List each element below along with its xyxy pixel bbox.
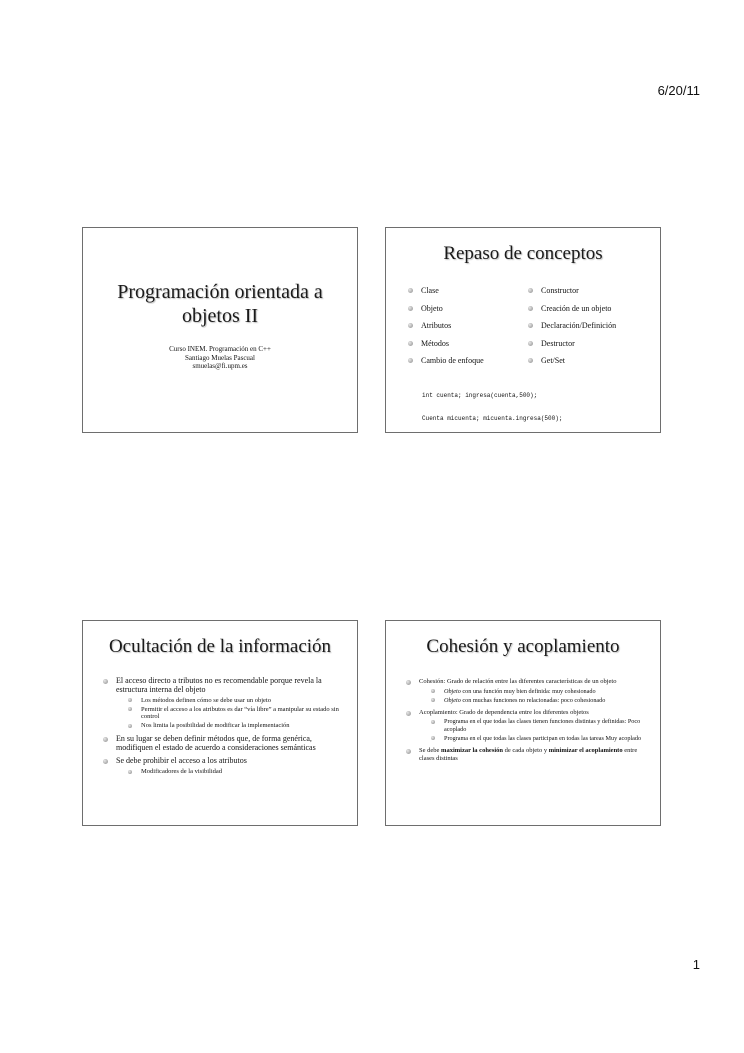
- sub-item-text: con una función muy bien definida: muy cohesionado: [460, 687, 596, 695]
- concept-columns: [408, 286, 650, 374]
- bold-text: minimizar el acoplamiento: [548, 747, 623, 755]
- author-name: Santiago Muelas Pascual: [185, 353, 255, 362]
- list-item: Clase: [408, 286, 528, 295]
- list-item: [103, 757, 345, 775]
- sub-item: Nos limita la posibilidad de modificar la implementación: [128, 722, 345, 729]
- code-line: int cuenta; ingresa(cuenta,500);: [422, 392, 538, 399]
- page-number: 1: [692, 957, 700, 972]
- emphasis: Objeto: [444, 687, 461, 695]
- list-item: [406, 678, 648, 704]
- list-item: [103, 735, 345, 753]
- list-item: Métodos: [408, 339, 528, 348]
- sub-item: Los métodos definen cómo se debe usar un objeto: [128, 697, 345, 704]
- list-item: Get/Set: [528, 356, 648, 365]
- slide-subtitle: [83, 345, 357, 371]
- slide-title: [82, 227, 358, 433]
- bullet-text: Acoplamiento: Grado de dependencia entre los diferentes objetos: [419, 708, 589, 716]
- slide-repaso: [385, 227, 661, 433]
- sub-item-text: con muchas funciones no relacionadas: poco cohesionado: [460, 696, 606, 704]
- header-date: 6/20/11: [657, 83, 700, 98]
- list-item: Cambio de enfoque: [408, 356, 528, 365]
- bullet-list: [103, 677, 345, 780]
- bullet-text: Se debe prohibir el acceso a los atributos: [116, 756, 247, 766]
- slide-cohesion: [385, 620, 661, 826]
- list-item: Declaración/Definición: [528, 321, 648, 330]
- list-item: Atributos: [408, 321, 528, 330]
- bullet-text: Cohesión: Grado de relación entre las diferentes características de un objeto: [419, 678, 617, 685]
- list-item: [103, 677, 345, 730]
- sub-item: [431, 697, 648, 704]
- list-item: [406, 747, 648, 762]
- concept-list-left: [408, 286, 528, 374]
- sub-item: Programa en el que todas las clases tienen funciones distintas y definidas: Poco acoplado: [431, 718, 648, 732]
- slide-heading: Ocultación de la información: [108, 636, 332, 657]
- bullet-text: El acceso directo a tributos no es recomendable porque revela la estructura interna del objeto: [116, 676, 322, 694]
- slide-heading: Repaso de conceptos: [443, 243, 603, 264]
- sub-item: Programa en el que todas las clases participan en todas las tareas Muy acoplado: [431, 735, 648, 742]
- slide-ocultacion: [82, 620, 358, 826]
- bullet-text: En su lugar se deben definir métodos que, de forma genérica, modifiquen el estado de acuerdo a consideraciones semánticas: [116, 733, 316, 752]
- list-item: [406, 709, 648, 742]
- course-name: Curso INEM. Programación en C++: [169, 345, 271, 353]
- slide-title-heading: [83, 280, 357, 328]
- code-line: Cuenta micuenta; micuenta.ingresa(500);: [422, 414, 563, 422]
- list-item: Destructor: [528, 339, 648, 348]
- sub-list: [419, 718, 648, 742]
- bold-text: maximizar la cohesión: [441, 747, 504, 755]
- text-segment: Se debe: [419, 747, 442, 755]
- title-line-2: objetos II: [181, 305, 259, 327]
- sub-item: Modificadores de la visibilidad: [128, 768, 345, 775]
- list-item: Objeto: [408, 304, 528, 313]
- concept-list-right: [528, 286, 648, 374]
- sub-list: [116, 768, 345, 775]
- slide-heading: Cohesión y acoplamiento: [426, 636, 620, 657]
- text-segment: entre clases distintas: [419, 747, 638, 762]
- author-email: smuelas@fi.upm.es: [192, 362, 248, 370]
- text-segment: de cada objeto y: [503, 747, 549, 755]
- bullet-list: [406, 678, 648, 767]
- code-sample: [422, 377, 562, 437]
- sub-list: [419, 688, 648, 704]
- list-item: Constructor: [528, 286, 648, 295]
- list-item: Creación de un objeto: [528, 304, 648, 313]
- sub-list: [116, 697, 345, 730]
- sub-item: Permitir el acceso a los atributos es dar “vía libre” a manipular su estado sin control: [128, 706, 345, 721]
- emphasis: Objeto: [444, 696, 461, 704]
- sub-item: [431, 688, 648, 695]
- title-line-1: Programación orientada a: [117, 281, 323, 303]
